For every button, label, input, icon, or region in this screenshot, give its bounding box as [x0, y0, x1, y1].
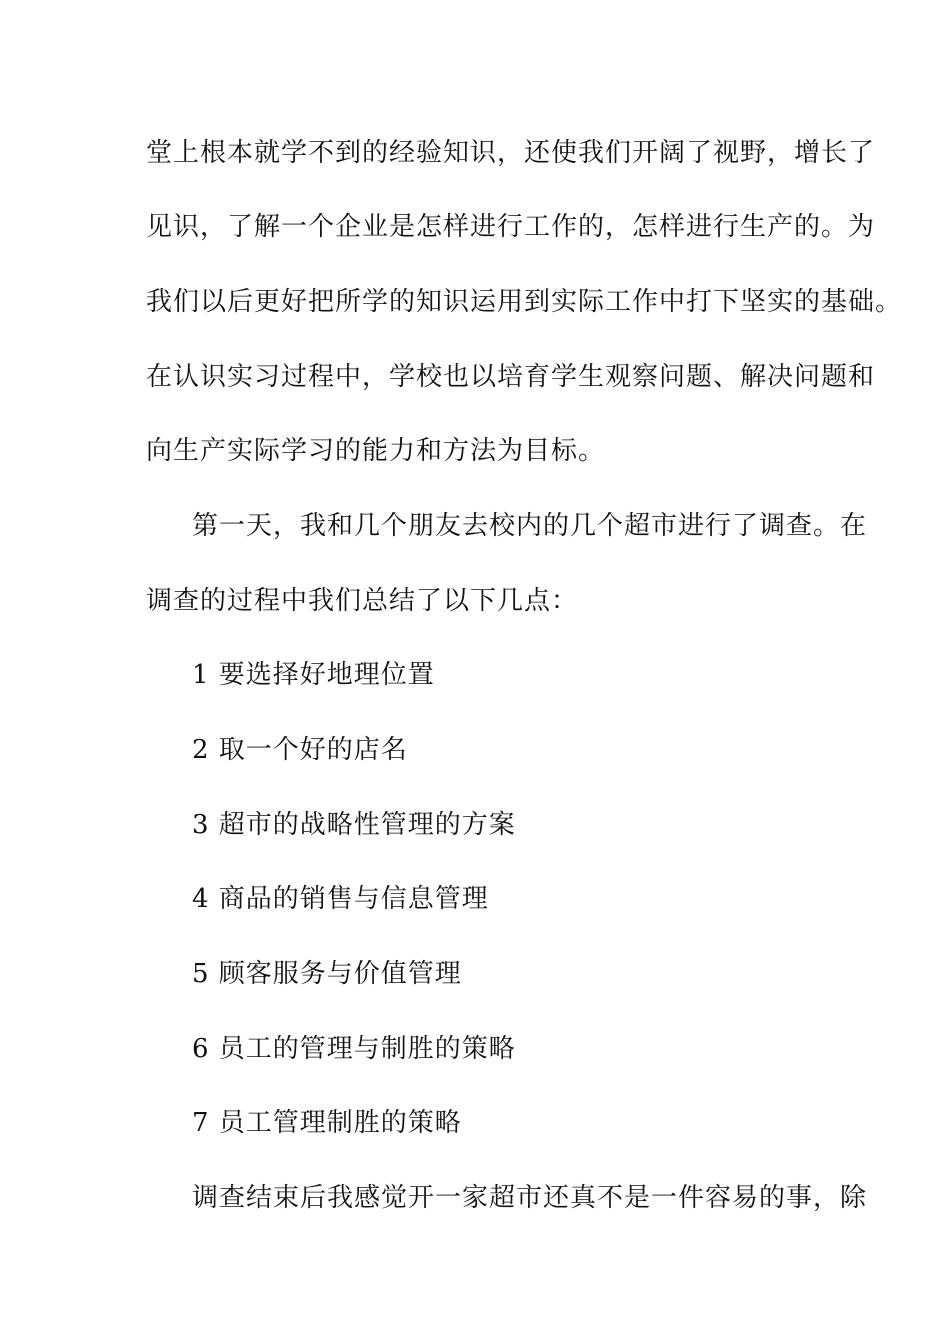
paragraph-line: 调查结束后我感觉开一家超市还真不是一件容易的事，除 [192, 1183, 868, 1213]
list-item: 3 超市的战略性管理的方案 [192, 810, 516, 840]
paragraph-line: 向生产实际学习的能力和方法为目标。 [146, 436, 606, 466]
list-item: 7 员工管理制胜的策略 [192, 1108, 462, 1138]
list-item: 6 员工的管理与制胜的策略 [192, 1034, 516, 1064]
list-item: 4 商品的销售与信息管理 [192, 884, 489, 914]
list-item: 2 取一个好的店名 [192, 735, 408, 765]
paragraph-line: 堂上根本就学不到的经验知识，还使我们开阔了视野，增长了 [146, 138, 876, 168]
list-item: 5 顾客服务与价值管理 [192, 959, 462, 989]
list-item: 1 要选择好地理位置 [192, 660, 435, 690]
paragraph-line: 见识，了解一个企业是怎样进行工作的，怎样进行生产的。为 [146, 212, 876, 242]
paragraph-line: 我们以后更好把所学的知识运用到实际工作中打下坚实的基础。 [146, 287, 903, 317]
paragraph-line: 第一天，我和几个朋友去校内的几个超市进行了调查。在 [192, 511, 868, 541]
paragraph-line: 调查的过程中我们总结了以下几点： [146, 586, 579, 616]
paragraph-line: 在认识实习过程中，学校也以培育学生观察问题、解决问题和 [146, 362, 876, 392]
